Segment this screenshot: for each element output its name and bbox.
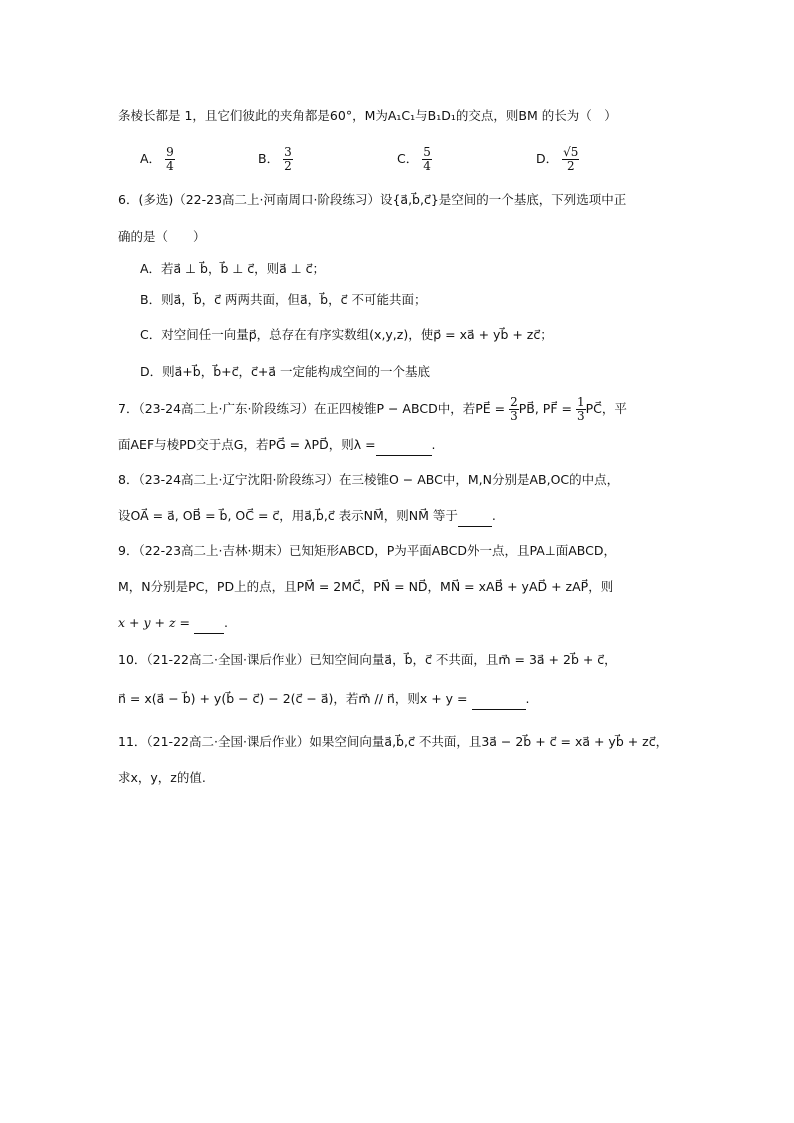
q8-answer-blank xyxy=(458,506,492,527)
q7-line2-end: . xyxy=(431,437,436,452)
q7-line2 xyxy=(118,435,436,456)
q6-option-b: B．则a⃗，b⃗，c⃗ 两两共面，但a⃗，b⃗，c⃗ 不可能共面； xyxy=(140,292,427,307)
q9-line3 xyxy=(118,613,228,634)
q7-line1-part-c: PC⃗，平 xyxy=(585,401,627,416)
q10-answer-blank xyxy=(472,689,526,710)
q7-answer-blank xyxy=(376,435,432,456)
q8-line2-text: 设OA⃗ = a⃗, OB⃗ = b⃗, OC⃗ = c⃗，用a⃗,b⃗,c⃗ 表示NM⃗，则NM⃗ 等于 xyxy=(118,508,458,523)
q5-option-d-label: D． xyxy=(536,151,559,166)
q5-option-c-fraction: $\frac{5}{4}$ xyxy=(423,145,431,173)
q10-line2 xyxy=(118,689,530,710)
q5-option-b-fraction: $\frac{3}{2}$ xyxy=(284,145,292,173)
q11-line1: 11．（21-22高二·全国·课后作业）如果空间向量a⃗,b⃗,c⃗ 不共面，且3a⃗ − 2b⃗ + c⃗ = xa⃗ + yb⃗ + zc⃗， xyxy=(118,734,669,749)
q10-line1: 10．（21-22高二·全国·课后作业）已知空间向量a⃗，b⃗，c⃗ 不共面，且m⃗ = 3a⃗ + 2b⃗ + c⃗， xyxy=(118,652,617,667)
q5-option-c xyxy=(397,146,432,173)
q5-option-b-label: B． xyxy=(258,151,280,166)
q9-answer-blank xyxy=(194,613,224,634)
q9-line3-text: x + y + z = xyxy=(118,615,190,630)
q7-line2-text: 面AEF与棱PD交于点G，若PG⃗ = λPD⃗，则λ = xyxy=(118,437,376,452)
q7-line1 xyxy=(118,396,627,423)
q8-line1: 8．（23-24高二上·辽宁沈阳·阶段练习）在三棱锥O − ABC中，M,N分别是AB,OC的中点， xyxy=(118,472,620,487)
q5-option-a-fraction: $\frac{9}{4}$ xyxy=(166,145,174,173)
q6-line1: 6．(多选)（22-23高二上·河南周口·阶段练习）设{a⃗,b⃗,c⃗}是空间的一个基底，下列选项中正 xyxy=(118,192,627,207)
q5-option-a-label: A． xyxy=(140,151,162,166)
q6-line2: 确的是（ ） xyxy=(118,229,206,244)
q10-line2-text: n⃗ = x(a⃗ − b⃗) + y(b⃗ − c⃗) − 2(c⃗ − a⃗)，若m⃗ // n⃗，则x + y = xyxy=(118,691,468,706)
q6-option-a: A．若a⃗ ⊥ b⃗，b⃗ ⊥ c⃗，则a⃗ ⊥ c⃗； xyxy=(140,261,325,276)
q5-stem: 条棱长都是 1，且它们彼此的夹角都是60°，M为A₁C₁与B₁D₁的交点，则BM 的长为（ ） xyxy=(118,108,617,123)
q10-line2-end: . xyxy=(525,691,530,706)
q7-fraction-2-3: $\frac{2}{3}$ xyxy=(510,395,518,423)
q8-line2-end: . xyxy=(491,508,496,523)
q7-line1-part-b: PB⃗, PF⃗ = xyxy=(518,401,572,416)
q5-option-b xyxy=(258,146,293,173)
q7-line1-part-a: 7．（23-24高二上·广东·阶段练习）在正四棱锥P − ABCD中，若PE⃗ = xyxy=(118,401,506,416)
q5-option-c-label: C． xyxy=(397,151,419,166)
q11-line2: 求x，y，z的值. xyxy=(118,770,206,785)
q5-option-d xyxy=(536,146,579,173)
q5-option-a xyxy=(140,146,175,173)
q7-fraction-1-3: $\frac{1}{3}$ xyxy=(576,395,585,423)
q6-option-d: D．则a⃗+b⃗，b⃗+c⃗，c⃗+a⃗ 一定能构成空间的一个基底 xyxy=(140,364,430,379)
q6-option-c: C．对空间任一向量p⃗，总存在有序实数组(x,y,z)，使p⃗ = xa⃗ + yb⃗ + zc⃗； xyxy=(140,327,553,342)
q9-line1: 9．（22-23高二上·吉林·期末）已知矩形ABCD，P为平面ABCD外一点，且PA⊥面ABCD， xyxy=(118,543,616,558)
q9-line3-end: . xyxy=(224,615,228,630)
q5-option-d-fraction: $\frac{√5}{2}$ xyxy=(563,145,579,173)
q8-line2 xyxy=(118,506,496,527)
q9-line2: M，N分别是PC，PD上的点，且PM⃗ = 2MC⃗，PN⃗ = ND⃗，MN⃗ = xAB⃗ + yAD⃗ + zAP⃗，则 xyxy=(118,579,614,594)
